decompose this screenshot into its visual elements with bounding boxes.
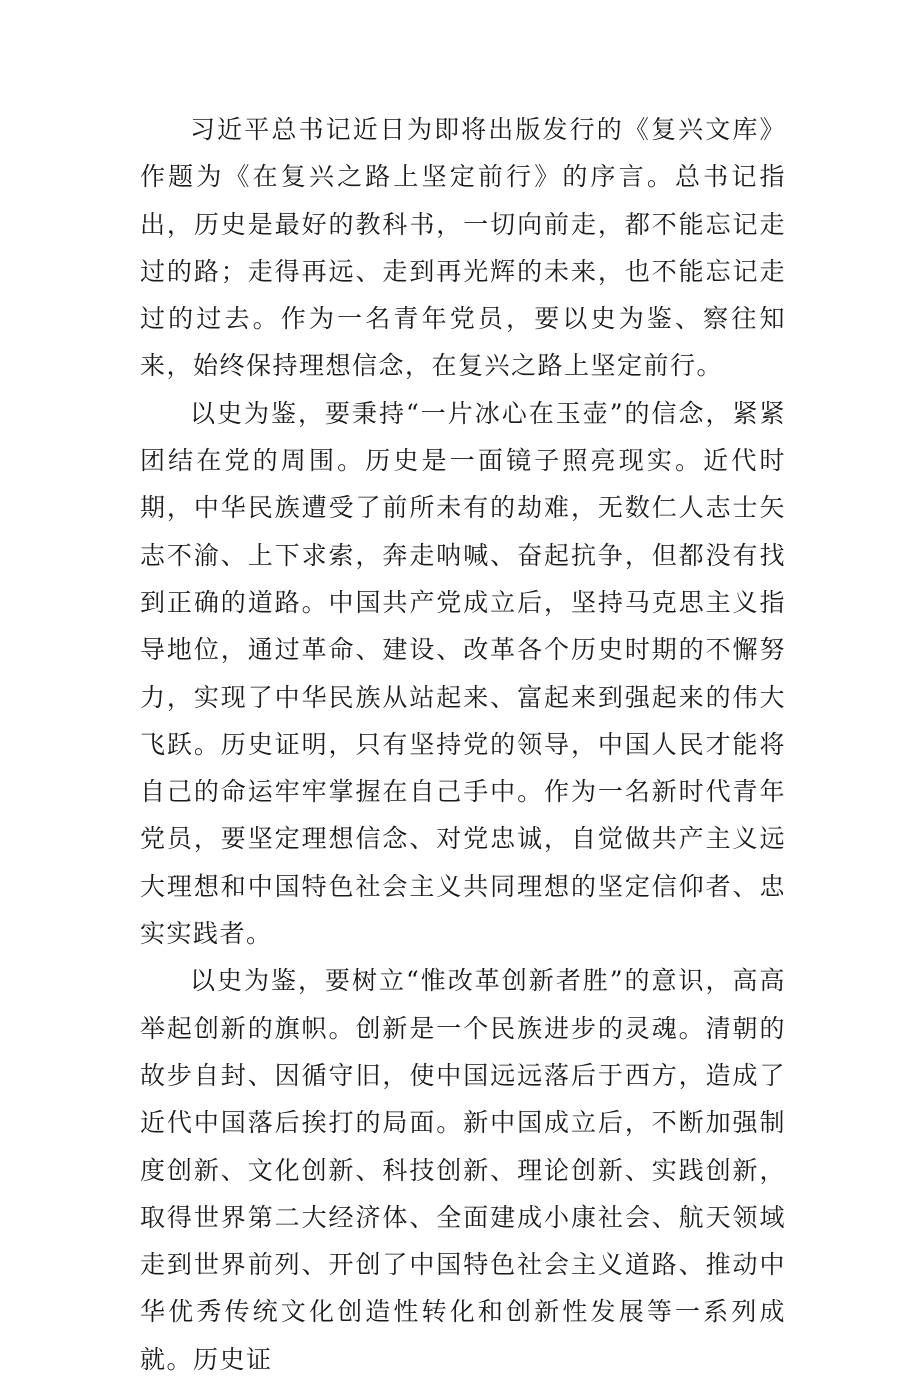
paragraph-2: 以史为鉴，要秉持“一片冰心在玉壶”的信念，紧紧团结在党的周围。历史是一面镜子照亮现实。近代时期，中华民族遭受了前所未有的劫难，无数仁人志士矢志不渝、上下求索，奔走呐喊、奋起抗争，但都没有找到正确的道路。中国共产党成立后，坚持马克思主义指导地位，通过革命、建设、改革各个历史时期的不懈努力，实现了中华民族从站起来、富起来到强起来的伟大飞跃。历史证明，只有坚持党的领导，中国人民才能将自己的命运牢牢掌握在自己手中。作为一名新时代青年党员，要坚定理想信念、对党忠诚，自觉做共产主义远大理想和中国特色社会主义共同理想的坚定信仰者、忠实实践者。 <box>140 398 786 949</box>
document-body <box>140 106 786 1383</box>
paragraph-1: 习近平总书记近日为即将出版发行的《复兴文库》作题为《在复兴之路上坚定前行》的序言。总书记指出，历史是最好的教科书，一切向前走，都不能忘记走过的路；走得再远、走到再光辉的未来，也不能忘记走过的过去。作为一名青年党员，要以史为鉴、察往知来，始终保持理想信念，在复兴之路上坚定前行。 <box>140 115 786 381</box>
paragraph-3: 以史为鉴，要树立“惟改革创新者胜”的意识，高高举起创新的旗帜。创新是一个民族进步的灵魂。清朝的故步自封、因循守旧，使中国远远落后于西方，造成了近代中国落后挨打的局面。新中国成立后，不断加强制度创新、文化创新、科技创新、理论创新、实践创新，取得世界第二大经济体、全面建成小康社会、航天领域走到世界前列、开创了中国特色社会主义道路、推动中华优秀传统文化创造性转化和创新性发展等一系列成就。历史证 <box>140 966 786 1374</box>
